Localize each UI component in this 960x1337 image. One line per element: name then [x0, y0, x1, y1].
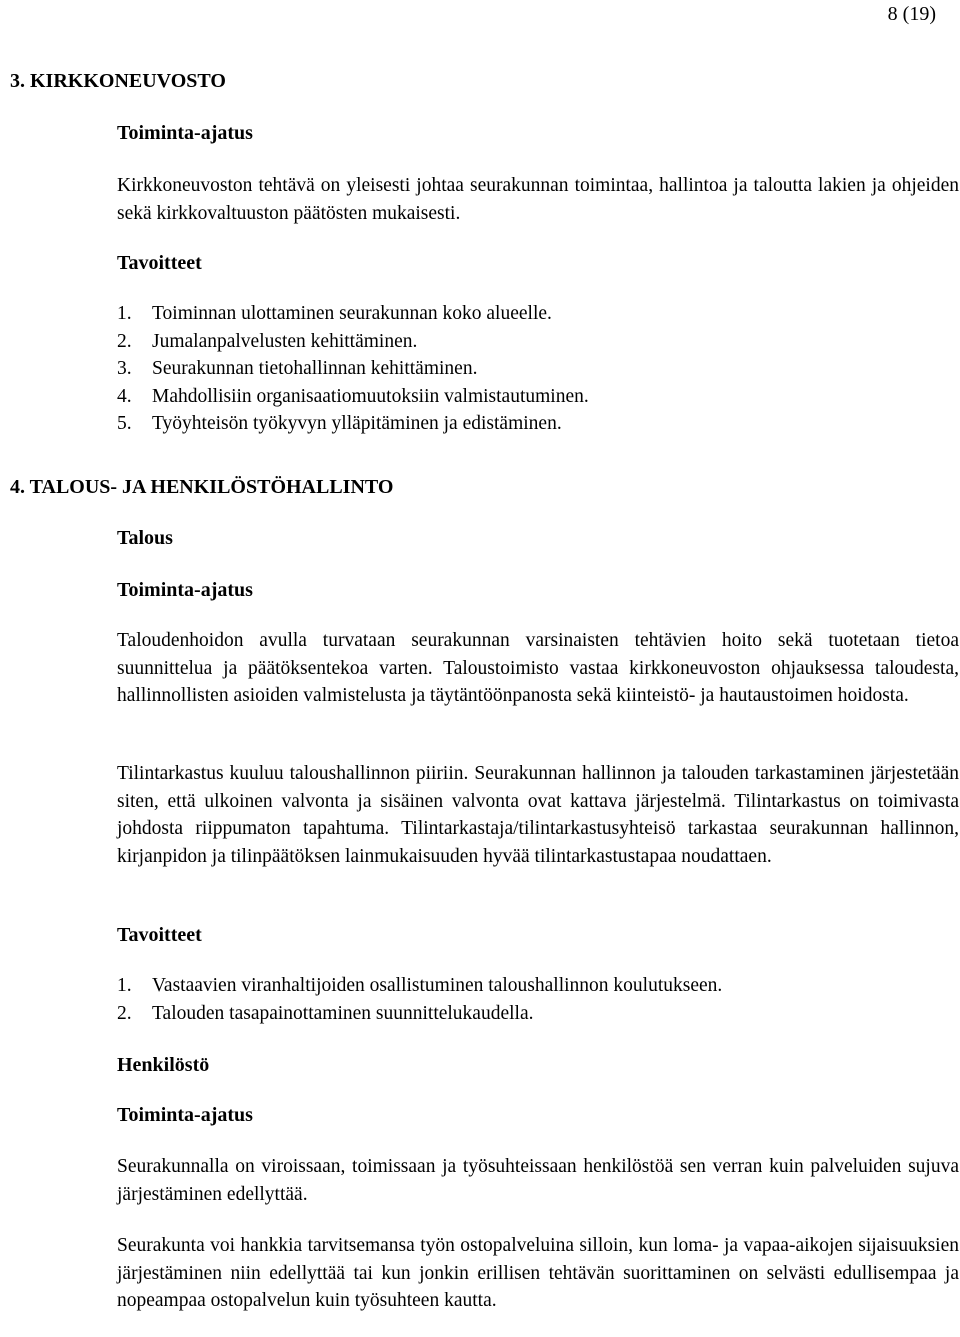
paragraph: Taloudenhoidon avulla turvataan seurakunnan varsinaisten tehtävien hoito sekä tuotetaan tietoa suunnittelua ja päätöksentekoa varten. Taloustoimisto vastaa kirkkoneuvoston ohjauksessa taloudesta, hallinnollisten asioiden valmistelusta ja täytäntöönpanosta sekä kiinteistö- ja hautaustoimen hoidosta. — [117, 630, 959, 706]
list-item — [117, 410, 959, 438]
paragraph: Seurakunta voi hankkia tarvitsemansa työn ostopalveluina silloin, kun loma- ja vapaa-aikojen sijaisuuksien järjestäminen niin edellyttää tai kun jonkin erillisen tehtävän suorittaminen on selvästi edullisempaa ja nopeampaa ostopalvelun kuin työsuhteen kautta. — [117, 1235, 959, 1311]
paragraph: Kirkkoneuvoston tehtävä on yleisesti johtaa seurakunnan toimintaa, hallintoa ja taloutta lakien ja ohjeiden sekä kirkkovaltuuston päätösten mukaisesti. — [117, 175, 959, 224]
list-number: 1. — [117, 975, 132, 996]
toiminta-ajatus-text — [117, 172, 959, 227]
list-number: 3. — [117, 358, 132, 379]
talous-paragraph-1 — [117, 627, 959, 710]
list-text: Toiminnan ulottaminen seurakunnan koko alueelle. — [152, 303, 552, 324]
tavoitteet-heading: Tavoitteet — [117, 252, 202, 274]
list-item — [117, 383, 959, 411]
toiminta-ajatus-heading: Toiminta-ajatus — [117, 1104, 253, 1126]
paragraph: Tilintarkastus kuuluu taloushallinnon piiriin. Seurakunnan hallinnon ja talouden tarkastaminen järjestetään siten, että ulkoinen valvonta ja sisäinen valvonta ovat kattava järjestelmä. Tilintarkastus on toimivasta johdosta riippumaton tapahtuma. Tilintarkastaja/tilintarkastusyhteisö tarkastaa seurakunnan hallinnon, kirjanpidon ja tilinpäätöksen lainmukaisuuden hyvää tilintarkastustapaa noudattaen. — [117, 763, 959, 867]
list-text: Talouden tasapainottaminen suunnittelukaudella. — [152, 1002, 534, 1024]
tavoitteet-heading: Tavoitteet — [117, 924, 202, 946]
list-text: Jumalanpalvelusten kehittäminen. — [152, 330, 418, 352]
goals-list — [117, 300, 959, 438]
list-text: Työyhteisön työkyvyn ylläpitäminen ja edistäminen. — [152, 413, 562, 434]
list-item — [117, 972, 959, 1000]
section-heading-talous-henkilosto: 4. TALOUS- JA HENKILÖSTÖHALLINTO — [10, 476, 394, 498]
henkilosto-paragraph-1 — [117, 1153, 959, 1208]
goals-list — [117, 972, 959, 1027]
list-text: Seurakunnan tietohallinnan kehittäminen. — [152, 358, 478, 379]
section-heading-kirkkoneuvosto: 3. KIRKKONEUVOSTO — [10, 70, 226, 92]
list-item — [117, 1000, 959, 1028]
list-number: 5. — [117, 413, 132, 434]
talous-heading: Talous — [117, 527, 173, 549]
toiminta-ajatus-heading: Toiminta-ajatus — [117, 122, 253, 144]
list-item — [117, 300, 959, 328]
page-number: 8 (19) — [887, 3, 936, 25]
henkilosto-paragraph-2 — [117, 1232, 959, 1315]
list-item — [117, 328, 959, 356]
list-number: 4. — [117, 385, 132, 407]
list-text: Mahdollisiin organisaatiomuutoksiin valmistautuminen. — [152, 385, 589, 407]
talous-paragraph-2 — [117, 760, 959, 870]
list-number: 2. — [117, 330, 132, 352]
toiminta-ajatus-heading: Toiminta-ajatus — [117, 579, 253, 601]
list-number: 1. — [117, 303, 132, 324]
list-number: 2. — [117, 1002, 132, 1024]
list-text: Vastaavien viranhaltijoiden osallistuminen taloushallinnon koulutukseen. — [152, 975, 723, 996]
henkilosto-heading: Henkilöstö — [117, 1054, 210, 1076]
list-item — [117, 355, 959, 383]
paragraph: Seurakunnalla on viroissaan, toimissaan ja työsuhteissaan henkilöstöä sen verran kuin palveluiden sujuva järjestäminen edellyttää. — [117, 1156, 959, 1205]
